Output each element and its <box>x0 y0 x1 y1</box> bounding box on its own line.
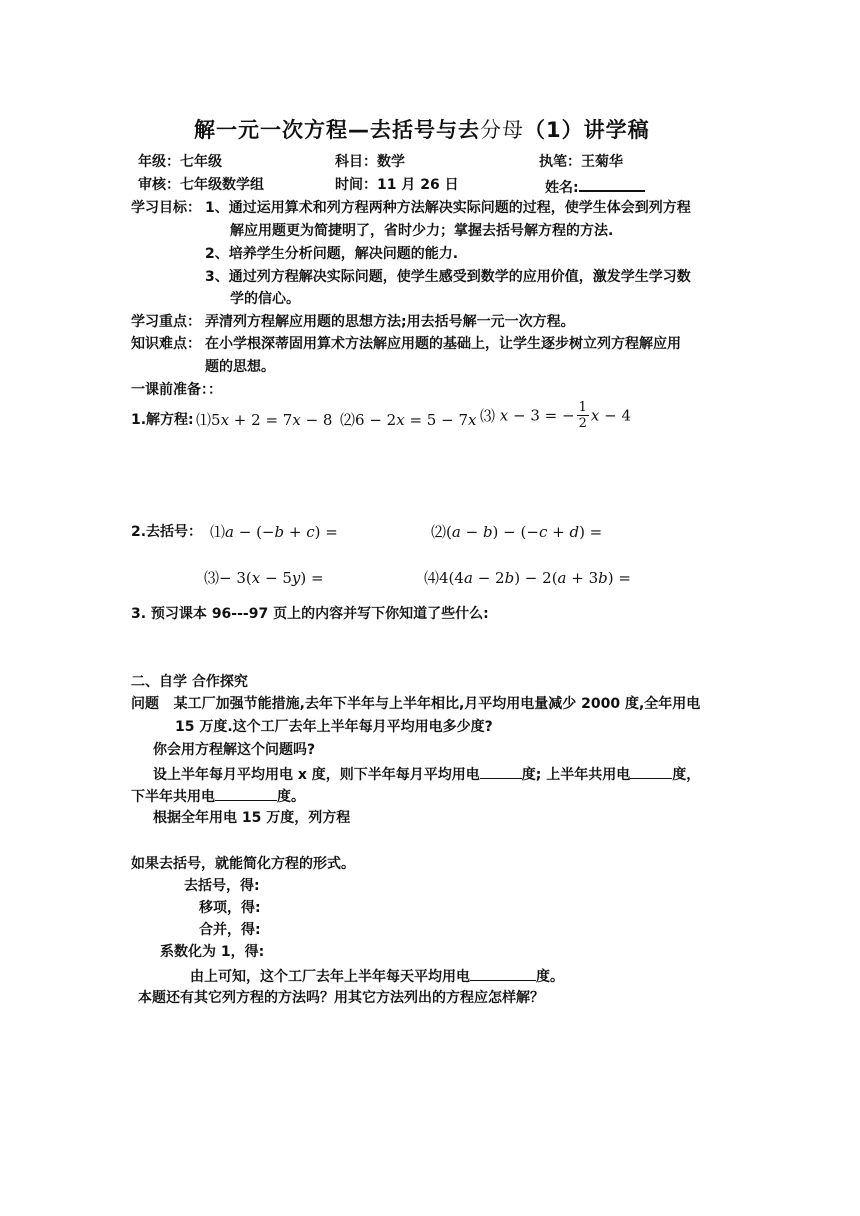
time-mid: 月 <box>401 177 416 193</box>
grade: 年级：七年级 <box>138 154 222 170</box>
first-half-total-blank[interactable] <box>630 763 672 779</box>
time-month: 11 <box>377 177 397 193</box>
q1-e2-num: ⑵ <box>340 411 356 429</box>
subject: 科目：数学 <box>335 154 405 170</box>
simplify-line: 如果去括号，就能简化方程的形式。 <box>131 856 355 872</box>
q1-e3-fraction: $\frac{1}{2}$ <box>578 400 587 431</box>
q2-e3-num: ⑶ <box>204 569 220 587</box>
q3-text: 3. 预习课本 96---97 页上的内容并写下你知道了些什么: <box>131 606 489 622</box>
title-part2: 分母 <box>480 118 524 142</box>
objective-1a: 1、通过运用算术和列方程两种方法解决实际问题的过程，使学生体会到列方程 <box>205 200 691 216</box>
time-day: 26 <box>420 177 440 193</box>
q2-label: 2.去括号： <box>131 524 203 540</box>
step-2: 移项，得: <box>199 900 261 916</box>
problem-label: 问题 <box>131 696 159 712</box>
set-line: 设上半年每月平均用电 x 度，则下半年每月平均用电 度; 上半年共用电 度， <box>153 763 700 785</box>
q1-e1-num: ⑴ <box>196 411 212 429</box>
objective-3a: 3、通过列方程解决实际问题，使学生感受到数学的应用价值，激发学生学习数 <box>205 269 691 285</box>
focus-label: 学习重点： <box>131 314 201 330</box>
name-label: 姓名: <box>545 180 579 196</box>
time-field <box>335 175 459 195</box>
problem-line-1: 问题 某工厂加强节能措施,去年下半年与上半年相比,月平均用电量减少 2000 度,全年用电 <box>131 696 701 712</box>
time-end: 日 <box>444 177 459 193</box>
reviewer: 审核：七年级数学组 <box>138 177 264 193</box>
q1-equation-1: ⑴5x + 2 = 7x − 8 <box>196 411 333 429</box>
step-1: 去括号，得: <box>184 878 260 894</box>
equation-line: 根据全年用电 15 万度，列方程 <box>153 810 351 826</box>
time-label: 时间： <box>335 177 377 193</box>
objective-1b: 解应用题更为简捷明了，省时少力；掌握去括号解方程的方法. <box>230 223 614 239</box>
step-4: 系数化为 1，得: <box>160 944 265 960</box>
q1-label: 1.解方程: <box>131 412 194 428</box>
q3-pages: 96---97 <box>211 606 269 622</box>
q1-e3-num: ⑶ <box>480 407 496 425</box>
q2-e1-num: ⑴ <box>210 523 226 541</box>
q2-expression-2: ⑵(a − b) − (−c + d) = <box>431 523 603 541</box>
step-3: 合并，得: <box>199 922 261 938</box>
title-part1: 解一元一次方程—去括号与去 <box>194 118 480 142</box>
q2-expression-1: ⑴a − (−b + c) = <box>210 523 338 541</box>
prep-heading: 一课前准备：： <box>131 382 222 398</box>
objectives-label: 学习目标： <box>131 200 201 216</box>
second-half-total-blank[interactable] <box>215 785 277 801</box>
difficulty-label: 知识难点： <box>131 336 201 352</box>
other-methods-line: 本题还有其它列方程的方法吗？用其它方法列出的方程应怎样解？ <box>138 990 544 1006</box>
daily-usage-blank[interactable] <box>470 965 536 981</box>
problem-line-2: 15 万度.这个工厂去年上半年每月平均用电多少度? <box>175 719 493 735</box>
q1-equation-3: ⑶ x − 3 = − $\frac{1}{2}$ x − 4 <box>480 400 631 431</box>
focus-text: 弄清列方程解应用题的思想方法;用去括号解一元一次方程。 <box>205 314 575 330</box>
objective-2: 2、培养学生分析问题，解决问题的能力. <box>205 246 459 262</box>
q2-expression-4: ⑷4(4a − 2b) − 2(a + 3b) = <box>424 569 631 587</box>
name-field <box>545 175 645 198</box>
page-title <box>194 114 650 144</box>
q2-expression-3: ⑶− 3(x − 5y) = <box>204 569 324 587</box>
objective-3b: 学的信心。 <box>230 291 300 307</box>
q2-e4-num: ⑷ <box>424 569 440 587</box>
difficulty-text-b: 题的思想。 <box>205 359 275 375</box>
conclusion-line: 由上可知，这个工厂去年上半年每天平均用电 度。 <box>190 965 564 987</box>
name-blank[interactable] <box>579 175 645 192</box>
difficulty-text-a: 在小学根深蒂固用算术方法解应用题的基础上，让学生逐步树立列方程解应用 <box>205 336 681 352</box>
section2-heading: 二、自学 合作探究 <box>131 674 248 690</box>
ask-line: 你会用方程解这个问题吗? <box>153 742 316 758</box>
set-line-2: 下半年共用电 度。 <box>131 785 305 807</box>
author: 执笔：王菊华 <box>539 154 623 170</box>
title-part3: （1）讲学稿 <box>524 118 650 142</box>
q1-equation-2: ⑵6 − 2x = 5 − 7x <box>340 411 477 429</box>
q2-e2-num: ⑵ <box>431 523 447 541</box>
monthly-usage-blank[interactable] <box>480 763 522 779</box>
